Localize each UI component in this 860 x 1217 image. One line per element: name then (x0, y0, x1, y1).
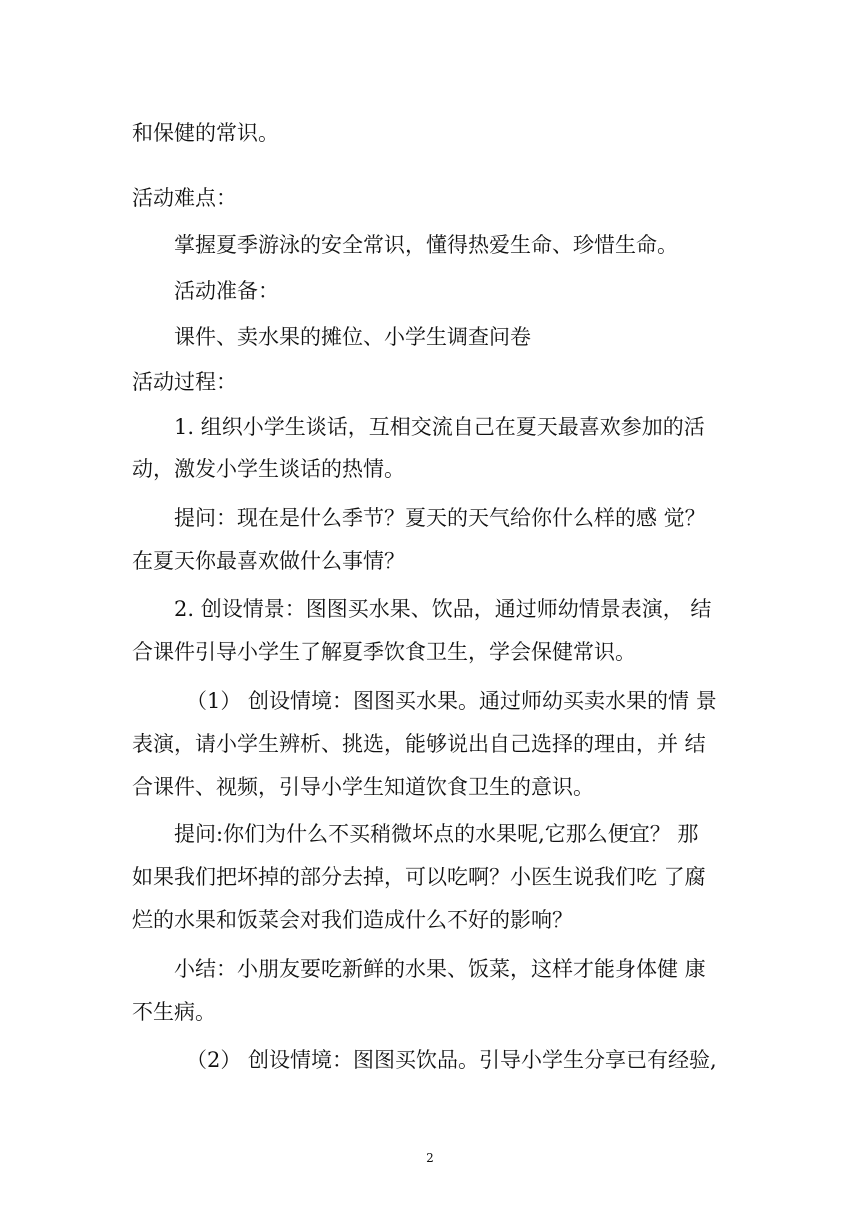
paragraph-line: （1） 创设情境：图图买水果。通过师幼买卖水果的情 景 (186, 689, 717, 713)
section-heading-process: 活动过程： (132, 370, 237, 394)
paragraph-line: 烂的水果和饭菜会对我们造成什么不好的影响？ (132, 908, 573, 932)
section-heading-preparation: 活动准备： (174, 279, 279, 303)
paragraph-line: 如果我们把坏掉的部分去掉，可以吃啊？小医生说我们吃 了腐 (132, 865, 706, 889)
paragraph-line: 在夏天你最喜欢做什么事情？ (132, 549, 405, 573)
paragraph-line: 提问：现在是什么季节？夏天的天气给你什么样的感 觉？ (174, 506, 706, 530)
paragraph-line: （2） 创设情境：图图买饮品。引导小学生分享已有经验, (186, 1048, 717, 1072)
paragraph-line: 合课件引导小学生了解夏季饮食卫生，学会保健常识。 (132, 640, 636, 664)
paragraph-line: 提问:你们为什么不买稍微坏点的水果呢,它那么便宜？ 那 (174, 822, 699, 846)
paragraph-line: 和保健的常识。 (132, 121, 279, 145)
paragraph-line: 动，激发小学生谈话的热情。 (132, 457, 405, 481)
paragraph-line: 表演，请小学生辨析、挑选，能够说出自己选择的理由，并 结 (132, 732, 706, 756)
paragraph-line: 掌握夏季游泳的安全常识，懂得热爱生命、珍惜生命。 (174, 233, 678, 257)
page-number: 2 (426, 1151, 434, 1165)
section-heading-difficulty: 活动难点： (132, 186, 237, 210)
paragraph-line: 不生病。 (132, 1000, 216, 1024)
paragraph-line: 1. 组织小学生谈话，互相交流自己在夏天最喜欢参加的活 (174, 415, 705, 439)
paragraph-line: 课件、卖水果的摊位、小学生调查问卷 (174, 325, 531, 349)
paragraph-line: 小结：小朋友要吃新鲜的水果、饭菜，这样才能身体健 康 (174, 957, 706, 981)
paragraph-line: 合课件、视频，引导小学生知道饮食卫生的意识。 (132, 775, 594, 799)
paragraph-line: 2. 创设情景：图图买水果、饮品，通过师幼情景表演， 结 (174, 597, 712, 621)
